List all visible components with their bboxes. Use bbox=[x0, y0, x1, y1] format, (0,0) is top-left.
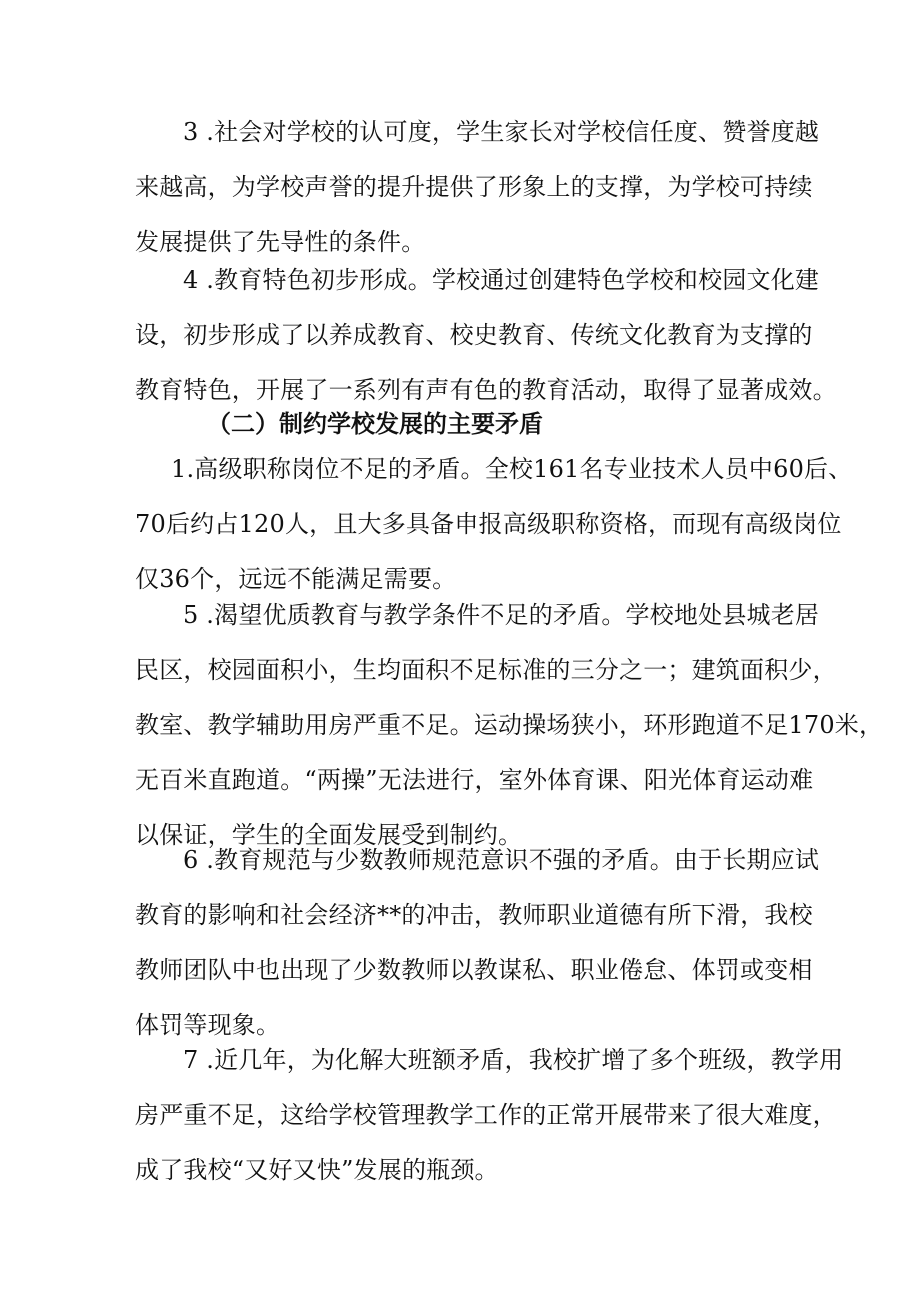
paragraph-4 bbox=[135, 253, 837, 418]
text-line: 教师团队中也出现了少数教师以教谋私、职业倦怠、体罚或变相 bbox=[135, 956, 813, 984]
text-line: 体罚等现象。 bbox=[135, 1011, 281, 1039]
text-line: 房严重不足，这给学校管理教学工作的正常开展带来了很大难度， bbox=[135, 1101, 837, 1129]
text-line: 4 .教育特色初步形成。学校通过创建特色学校和校园文化建 bbox=[183, 266, 820, 294]
text-line: 70后约占120人，且大多具备申报高级职称资格，而现有高级岗位 bbox=[135, 510, 842, 538]
text-line: 设，初步形成了以养成教育、校史教育、传统文化教育为支撑的 bbox=[135, 321, 813, 349]
paragraph-3 bbox=[135, 105, 820, 270]
text-line: 教育特色，开展了一系列有声有色的教育活动，取得了显著成效。 bbox=[135, 376, 837, 404]
text-line: 5 .渴望优质教育与教学条件不足的矛盾。学校地处县城老居 bbox=[183, 601, 820, 629]
text-line: 来越高，为学校声誉的提升提供了形象上的支撑，为学校可持续 bbox=[135, 173, 813, 201]
text-line: 民区，校园面积小，生均面积不足标准的三分之一；建筑面积少， bbox=[135, 656, 837, 684]
text-line: 仅36个，远远不能满足需要。 bbox=[135, 565, 457, 593]
text-line: 6 .教育规范与少数教师规范意识不强的矛盾。由于长期应试 bbox=[183, 846, 820, 874]
text-line: 成了我校“又好又快”发展的瓶颈。 bbox=[135, 1156, 499, 1184]
paragraph-5 bbox=[135, 588, 884, 863]
text-line: 1.高级职称岗位不足的矛盾。全校161名专业技术人员中60后、 bbox=[171, 455, 853, 483]
text-line: 发展提供了先导性的条件。 bbox=[135, 228, 426, 256]
paragraph-6 bbox=[135, 833, 820, 1053]
text-line: 以保证，学生的全面发展受到制约。 bbox=[135, 821, 523, 849]
text-line: 无百米直跑道。“两操”无法进行，室外体育课、阳光体育运动难 bbox=[135, 766, 814, 794]
text-line: 7 .近几年，为化解大班额矛盾，我校扩增了多个班级，教学用 bbox=[183, 1046, 844, 1074]
text-line: 3 .社会对学校的认可度，学生家长对学校信任度、赞誉度越 bbox=[183, 118, 820, 146]
text-line: 教育的影响和社会经济**的冲击，教师职业道德有所下滑，我校 bbox=[135, 901, 813, 929]
text-line: 教室、教学辅助用房严重不足。运动操场狭小，环形跑道不足170米， bbox=[135, 711, 884, 739]
section-heading: （二）制约学校发展的主要矛盾 bbox=[207, 410, 543, 438]
paragraph-1 bbox=[135, 442, 853, 607]
paragraph-7 bbox=[135, 1033, 844, 1198]
